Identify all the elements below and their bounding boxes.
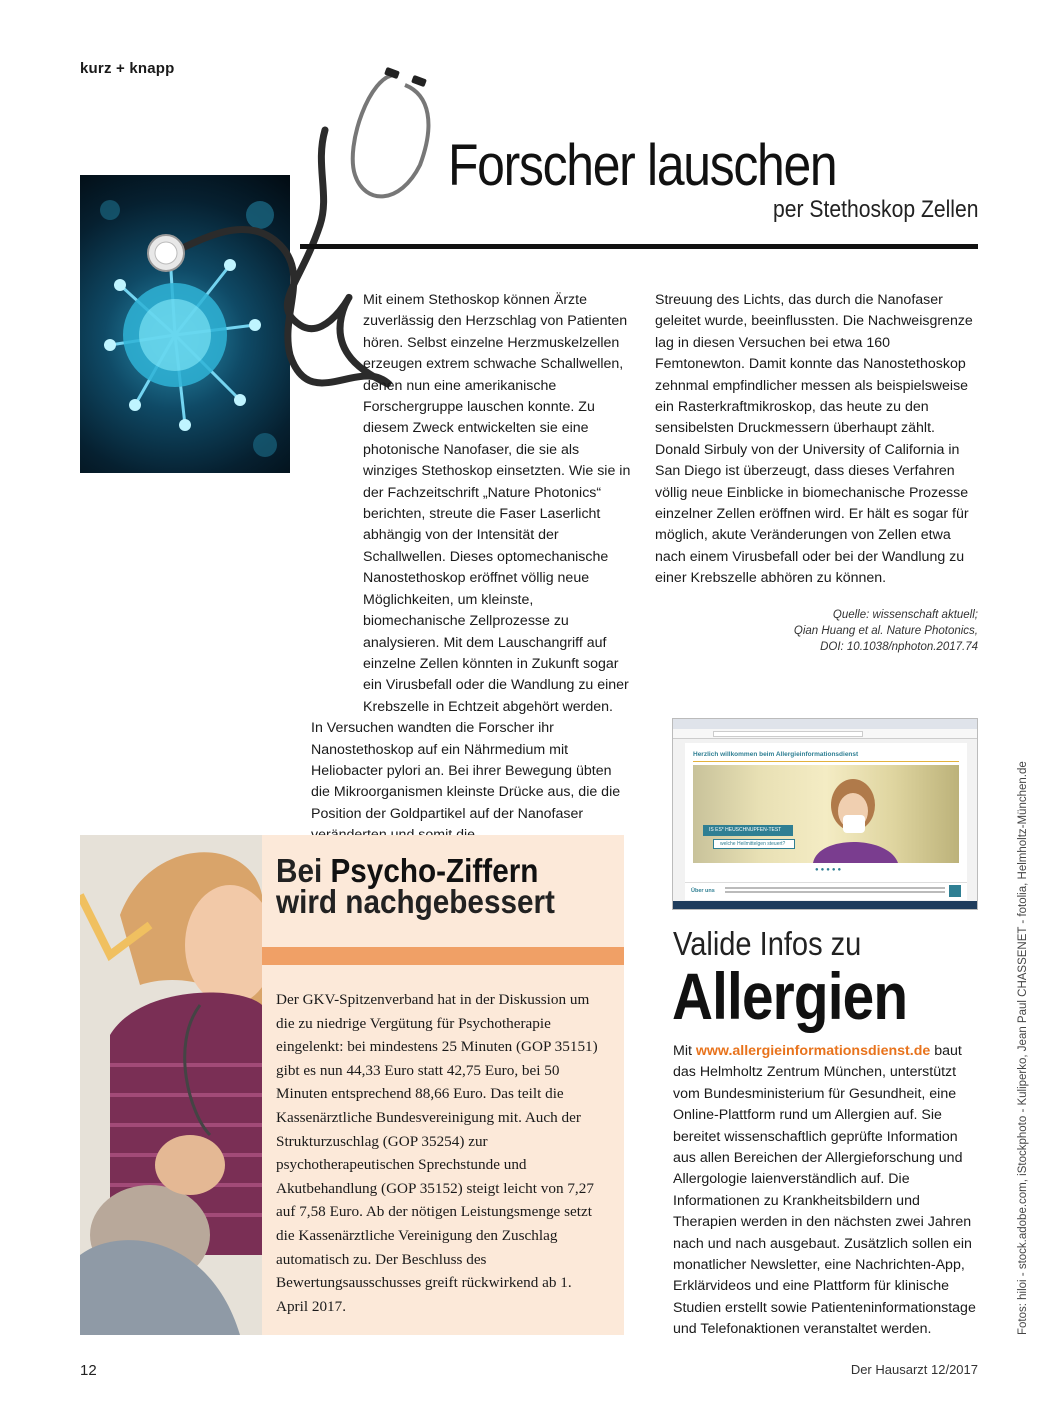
website-screenshot [672, 718, 978, 910]
allergy-body-pre: Mit [673, 1043, 696, 1059]
article-column-2 [655, 290, 977, 590]
webpage-footer [685, 882, 967, 900]
psycho-body: Der GKV-Spitzenverband hat in der Diskussion um die zu niedrige Vergütung für Psychotherapie eingelenkt: bei mindestens 25 Minuten (GOP 35151) gibt es nun 44,33 Euro statt 42,75 Euro, bei 50 Minuten entsprechend 88,66 Euro. Das teilt die Kassenärztliche Bundesvereinigung mit. Auch der Strukturzuschlag (GOP 35254) zur psychotherapeutischen Sprechstunde und Akutbehandlung (GOP 35152) steigt leicht von 7,27 auf 7,58 Euro. Ab der nötigen Leistungsmenge setzt die Kassenärztliche Vereinigung den Zuschlag automatisch zu. Der Beschluss des Bewertungsausschusses greift rückwirkend ab 1. April 2017. [276, 991, 598, 1315]
os-taskbar [673, 901, 977, 909]
page-number: 12 [80, 1362, 97, 1379]
source-line: DOI: 10.1038/nphoton.2017.74 [820, 641, 978, 653]
browser-address-bar [673, 729, 977, 739]
psycho-title-pre: Bei [276, 852, 331, 889]
article-title: Forscher lauschen [448, 133, 837, 198]
psycho-accent-bar [262, 947, 624, 965]
virus-image [80, 175, 290, 473]
article-paragraph: Streuung des Lichts, das durch die Nanofaser geleitet wurde, beeinflussten. Die Nachweisgrenze lag in diesen Versuchen bei etwa 160 Femtonewton. Damit konnte das Nanostethoskop zehnmal empfindlicher messen als beispielsweise ein Rasterkraftmikroskop, das heute zu den sensibelsten Druckmessern überhaupt zählt. [655, 292, 973, 437]
source-line: Quelle: wissenschaft aktuell; [832, 609, 978, 621]
psycho-title-bold: Psycho-Ziffern [330, 852, 539, 889]
webpage-divider [693, 761, 959, 762]
webpage-cta-primary: IS ES* HEUSCHNUPFEN-TEST [703, 825, 793, 836]
article-subtitle: per Stethoskop Zellen [772, 196, 978, 223]
doctor-patient-photo [80, 835, 262, 1335]
source-citation [794, 607, 978, 655]
article-paragraph: Mit einem Stethoskop können Ärzte zuverlässig den Herzschlag von Patienten hören. Selbst einzelne Herzmuskelzellen erzeugen extrem schwache Schallwellen, denen nun eine amerikanische Forschergruppe lauschen konnte. Zu diesem Zweck entwickelten sie eine photonische Nanofaser, die sie als winziges Stethoskop einsetzten. Wie sie in der Fachzeitschrift „Nature Photonics“ berichten, streute die Faser Laserlicht abhängig von der Intensität der Schallwellen. Dieses optomechanische Nanostethoskop eröffnet völlig neue Möglichkeiten, um kleinste, biomechanische Zellprozesse zu analysieren. Mit dem Lauschangriff auf einzelne Zellen könnten in Zukunft sogar ein Virusbefall oder die Wandlung zu einer Krebszelle in Echtzeit abgehört werden. [363, 292, 631, 715]
issue-label: Der Hausarzt 12/2017 [850, 1362, 978, 1377]
allergy-website-link[interactable]: www.allergieinformationsdienst.de [695, 1043, 931, 1059]
photo-illustration [80, 835, 262, 1335]
footer-text [725, 887, 945, 889]
footer-button [949, 885, 961, 897]
webpage-headline: Herzlich willkommen beim Allergieinformationsdienst [693, 751, 859, 758]
webpage-cta-secondary: welche Heilmittelgen steuert? [713, 839, 795, 849]
allergy-title: Allergien [672, 959, 908, 1033]
psycho-title [276, 852, 573, 920]
article-paragraph: Donald Sirbuly von der University of California in San Diego ist überzeugt, dass dieses Verfahren völlig neue Einblicke in biomechanische Prozesse einzelner Zellen eröffnen wird. Er hält es sogar für möglich, akute Veränderungen von Zellen etwa nach einem Virusbefall oder bei der Wandlung zu einer Krebszelle abhören zu können. [655, 441, 969, 587]
photo-credits: Fotos: hiloi - stock.adobe.com, iStockphoto - Kuliperko, Jean Paul CHASSENET - fotolia, Helmholtz-München.de [1017, 761, 1029, 1335]
title-divider [300, 244, 978, 249]
browser-tab-bar [673, 719, 977, 729]
allergy-kicker: Valide Infos zu [673, 925, 862, 962]
address-field [713, 731, 863, 737]
allergy-body-post: baut das Helmholtz Zentrum München, unterstützt vom Bundesministerium für Gesundheit, eine Online-Plattform rund um Allergien auf. Sie bereitet wissenschaftlich geprüfte Information aus allen Bereichen der Allergieforschung und Allergologie laienverständlich auf. Die Informationen zu Krankheitsbildern und Therapien werden in den nächsten zwei Jahren nach und nach ausgebaut. Zusätzlich sollen ein monatlicher Newsletter, eine Nachrichten-App, Erklärvideos und eine Plattform für klinische Studien erstellt sowie Patienteninformationstage und Telefonaktionen veranstaltet werden. [673, 1043, 976, 1338]
virus-illustration [80, 175, 290, 473]
source-line: Qian Huang et al. Nature Photonics, [793, 625, 978, 637]
footer-label: Über uns [691, 888, 715, 894]
carousel-dots: ●●●●● [815, 867, 844, 873]
section-label: kurz + knapp [80, 60, 175, 77]
webpage [685, 743, 967, 893]
allergy-body [673, 1041, 978, 1341]
psycho-title-post: wird nachgebessert [276, 883, 555, 920]
article-paragraph: In Versuchen wandten die Forscher ihr Nanostethoskop auf ein Nährmedium mit Heliobacter pylori an. Bei ihrer Bewegung übten die Mikroorganismen kleinste Drücke aus, die die Position der Goldpartikel auf der Nanofaser [311, 720, 621, 822]
article-column-1 [311, 290, 633, 847]
